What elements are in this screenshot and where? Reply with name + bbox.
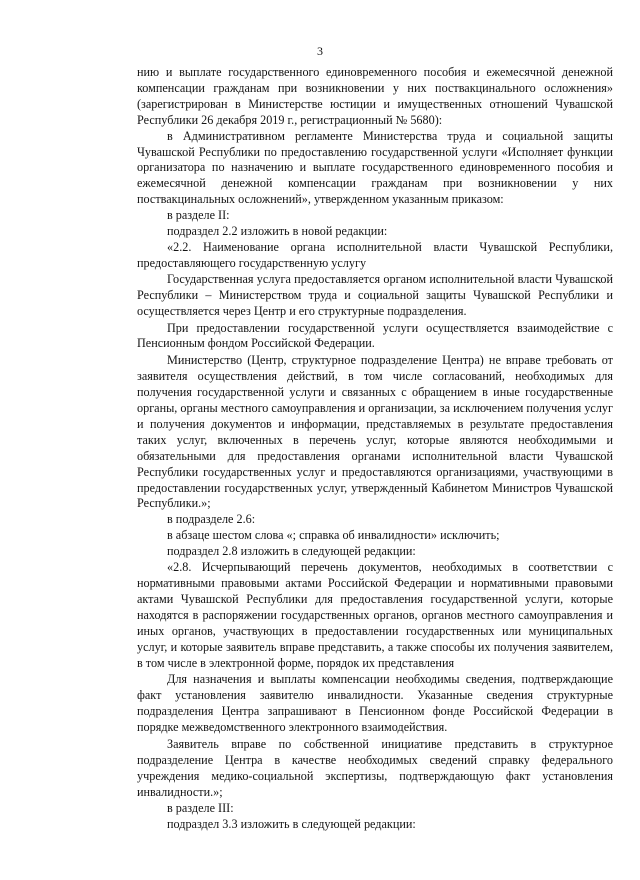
- paragraph-pension-fund: При предоставлении государственной услуги осуществляется взаимодействие с Пенсионным фондом Российской Федерации.: [137, 320, 613, 351]
- paragraph-continuation: нию и выплате государственного единовременного пособия и ежемесячной денежной компенсации гражданам при возникновении у них поствакцинального осложнения» (зарегистрирован в Министерстве юстиции и имущественных отношений Чувашской Республики 26 декабря 2019 г., регистрационный № 5680):: [137, 65, 613, 127]
- paragraph-disability-info: Для назначения и выплаты компенсации необходимы сведения, подтверждающие факт установления заявителю инвалидности. Указанные сведения структурные подразделения Центра запрашивают в Пенсионном фонде Российской Федерации в порядке межведомственного электронного взаимодействия.: [137, 672, 613, 735]
- paragraph-section-2: в разделе II:: [167, 208, 230, 223]
- paragraph-subsection-2-2-intro: подраздел 2.2 изложить в новой редакции:: [167, 224, 388, 239]
- paragraph-subsection-3-3-intro: подраздел 3.3 изложить в следующей редакции:: [167, 816, 416, 831]
- page-number: 3: [317, 44, 323, 58]
- paragraph-service-provider: Государственная услуга предоставляется органом исполнительной власти Чувашской Республики – Министерством труда и социальной защиты Чувашской Республики и осуществляется через Центр и его структурные подразделения.: [137, 271, 613, 318]
- document-body: [137, 65, 613, 833]
- paragraph-paragraph-six: в абзаце шестом слова «; справка об инвалидности» исключить;: [167, 528, 500, 543]
- paragraph-subsection-2-6: в подразделе 2.6:: [167, 512, 256, 527]
- paragraph-subsection-2-2-title: «2.2. Наименование органа исполнительной власти Чувашской Республики, предоставляющего государственную услугу: [137, 239, 613, 270]
- paragraph-ministry-restrictions: Министерство (Центр, структурное подразделение Центра) не вправе требовать от заявителя осуществления действий, в том числе согласований, необходимых для получения государственной услуги и связанных с обращением в иные государственные органы, органы местного самоуправления и организации, за исключением получения услуг и получения документов и информации, представляемых в результате предоставления таких услуг, включенных в перечень услуг, которые являются необходимыми и обязательными для предоставления органами исполнительной власти Чувашской Республики государственных услуг и предоставляются организациями, участвующими в предоставлении государственных услуг, утвержденный Кабинетом Министров Чувашской Республики.»;: [137, 353, 613, 511]
- paragraph-regulation-intro: в Административном регламенте Министерства труда и социальной защиты Чувашской Республики по предоставлению государственной услуги «Исполняет функции организатора по назначению и выплате государственного единовременного пособия и ежемесячной денежной компенсации гражданам при возникновении у них поствакцинальных осложнений», утвержденном указанным приказом:: [137, 128, 613, 207]
- paragraph-section-3: в разделе III:: [167, 800, 234, 815]
- paragraph-subsection-2-8-title: «2.8. Исчерпывающий перечень документов, необходимых в соответствии с нормативными правовыми актами Российской Федерации и нормативными правовыми актами Чувашской Республики для предоставления государственной услуги, которые находятся в распоряжении государственных органов, органов местного самоуправления и иных органов, участвующих в предоставлении государственных или муниципальных услуг, и которые заявитель вправе представить, а также способы их получения заявителем, в том числе в электронной форме, порядок их представления: [137, 560, 613, 670]
- paragraph-subsection-2-8-intro: подраздел 2.8 изложить в следующей редакции:: [167, 544, 416, 559]
- paragraph-applicant-right: Заявитель вправе по собственной инициативе представить в структурное подразделение Центра в качестве необходимых сведений справку федерального учреждения медико-социальной экспертизы, подтверждающую факт установления инвалидности.»;: [137, 737, 613, 799]
